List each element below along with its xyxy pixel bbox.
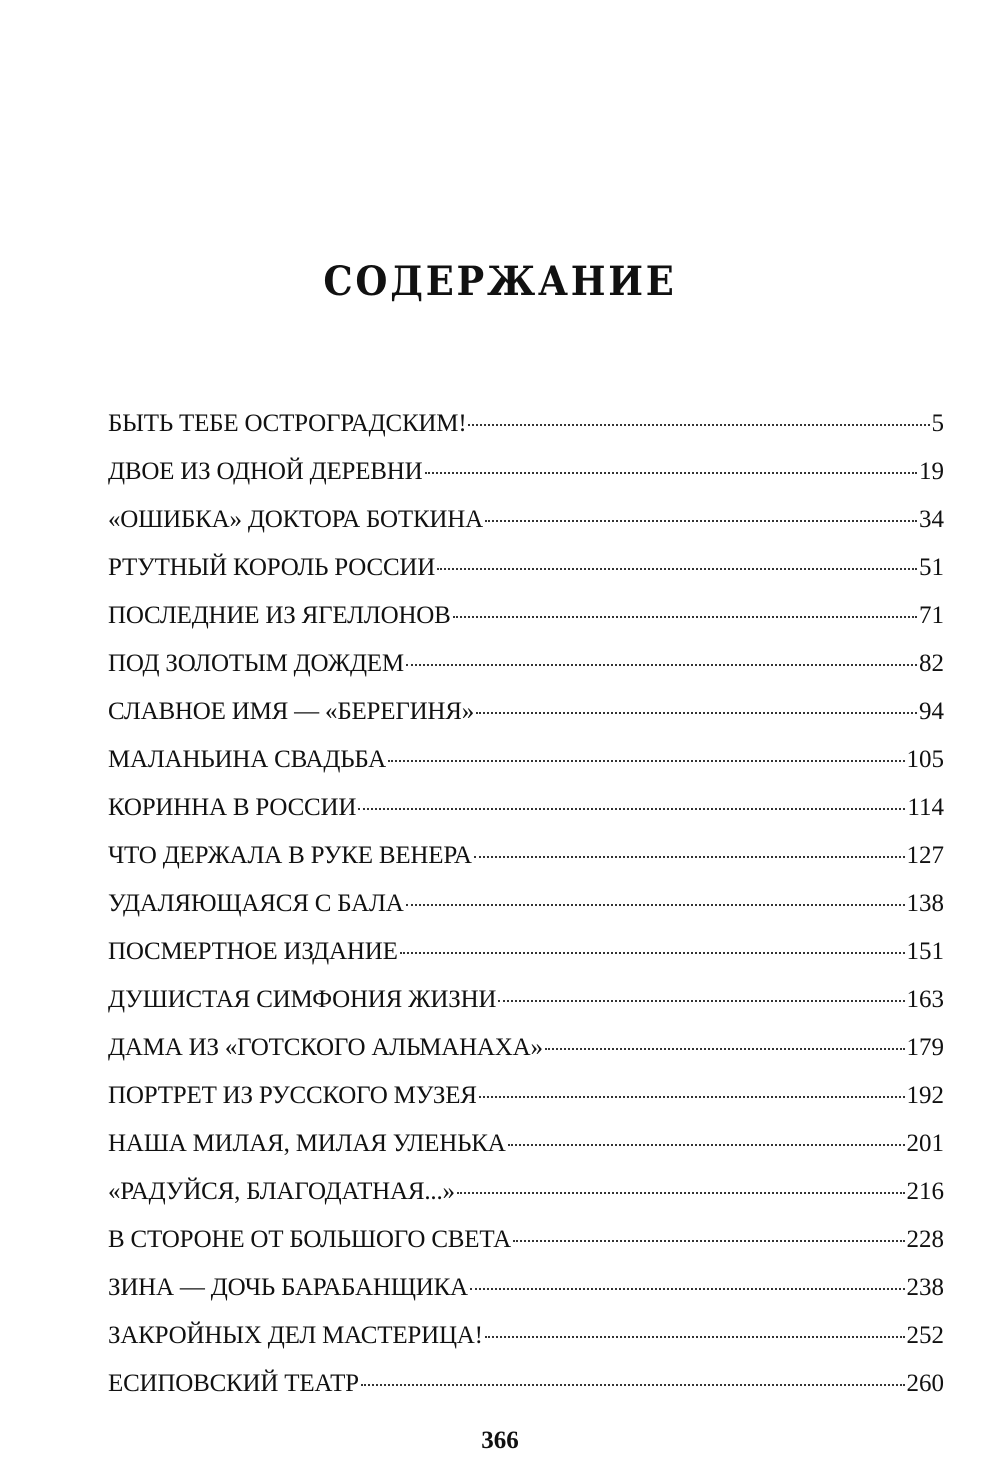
dot-leader <box>388 760 904 762</box>
toc-entry-title: ЧТО ДЕРЖАЛА В РУКЕ ВЕНЕРА <box>108 842 472 869</box>
toc-entry <box>108 1216 944 1264</box>
toc-entry-page: 105 <box>906 746 944 773</box>
toc-entry <box>108 1360 944 1408</box>
dot-leader <box>437 568 917 570</box>
dot-leader <box>474 856 905 858</box>
toc-entry-title: КОРИННА В РОССИИ <box>108 794 357 821</box>
dot-leader <box>453 616 917 618</box>
toc-entry-page: 94 <box>919 698 944 725</box>
toc-entry-page: 19 <box>919 458 944 485</box>
toc-entry-title: В СТОРОНЕ ОТ БОЛЬШОГО СВЕТА <box>108 1226 512 1253</box>
toc-entry <box>108 1072 944 1120</box>
dot-leader <box>361 1384 905 1386</box>
dot-leader <box>468 424 929 426</box>
toc-entry <box>108 544 944 592</box>
toc-entry-page: 252 <box>906 1322 944 1349</box>
toc-entry-title: МАЛАНЬИНА СВАДЬБА <box>108 746 387 773</box>
dot-leader <box>476 712 917 714</box>
toc-entry-page: 82 <box>919 650 944 677</box>
dot-leader <box>406 904 905 906</box>
toc-entry-title: «РАДУЙСЯ, БЛАГОДАТНАЯ...» <box>108 1178 455 1205</box>
toc-entry <box>108 1264 944 1312</box>
toc-entry-title: ЗАКРОЙНЫХ ДЕЛ МАСТЕРИЦА! <box>108 1322 483 1349</box>
dot-leader <box>406 664 917 666</box>
toc-entry-title: НАША МИЛАЯ, МИЛАЯ УЛЕНЬКА <box>108 1130 506 1157</box>
toc-entry-title: ПОСЛЕДНИЕ ИЗ ЯГЕЛЛОНОВ <box>108 602 451 629</box>
table-of-contents <box>108 400 944 1408</box>
toc-entry <box>108 1312 944 1360</box>
dot-leader <box>498 1000 904 1002</box>
toc-entry <box>108 688 944 736</box>
toc-entry-title: «ОШИБКА» ДОКТОРА БОТКИНА <box>108 506 483 533</box>
dot-leader <box>508 1144 905 1146</box>
toc-entry-title: ПОСМЕРТНОЕ ИЗДАНИЕ <box>108 938 398 965</box>
toc-entry-page: 51 <box>919 554 944 581</box>
toc-entry-title: ДУШИСТАЯ СИМФОНИЯ ЖИЗНИ <box>108 986 497 1013</box>
toc-entry-page: 238 <box>906 1274 944 1301</box>
toc-entry <box>108 832 944 880</box>
dot-leader <box>513 1240 904 1242</box>
toc-entry <box>108 400 944 448</box>
dot-leader <box>485 1336 905 1338</box>
toc-entry <box>108 1168 944 1216</box>
dot-leader <box>545 1048 905 1050</box>
toc-entry <box>108 784 944 832</box>
toc-entry-page: 151 <box>906 938 944 965</box>
dot-leader <box>457 1192 905 1194</box>
toc-entry-page: 192 <box>906 1082 944 1109</box>
toc-entry-title: ЗИНА — ДОЧЬ БАРАБАНЩИКА <box>108 1274 468 1301</box>
page-title: СОДЕРЖАНИЕ <box>323 258 677 305</box>
dot-leader <box>479 1096 905 1098</box>
toc-entry-page: 114 <box>907 794 944 821</box>
toc-entry-page: 201 <box>906 1130 944 1157</box>
toc-entry <box>108 1120 944 1168</box>
toc-entry-title: ПОРТРЕТ ИЗ РУССКОГО МУЗЕЯ <box>108 1082 477 1109</box>
toc-entry <box>108 592 944 640</box>
toc-entry-page: 179 <box>906 1034 944 1061</box>
toc-entry <box>108 1024 944 1072</box>
toc-entry <box>108 928 944 976</box>
dot-leader <box>470 1288 905 1290</box>
toc-entry <box>108 736 944 784</box>
dot-leader <box>425 472 918 474</box>
toc-entry-page: 127 <box>906 842 944 869</box>
toc-entry-page: 138 <box>906 890 944 917</box>
toc-entry-page: 71 <box>919 602 944 629</box>
toc-entry-title: ЕСИПОВСКИЙ ТЕАТР <box>108 1370 359 1397</box>
toc-entry <box>108 496 944 544</box>
toc-entry-page: 228 <box>906 1226 944 1253</box>
toc-entry-title: РТУТНЫЙ КОРОЛЬ РОССИИ <box>108 554 436 581</box>
toc-entry-title: СЛАВНОЕ ИМЯ — «БЕРЕГИНЯ» <box>108 698 475 725</box>
dot-leader <box>358 808 905 810</box>
toc-entry <box>108 640 944 688</box>
toc-entry-page: 34 <box>919 506 944 533</box>
toc-entry <box>108 880 944 928</box>
toc-entry-page: 163 <box>906 986 944 1013</box>
toc-entry-title: ДВОЕ ИЗ ОДНОЙ ДЕРЕВНИ <box>108 458 423 485</box>
dot-leader <box>485 520 917 522</box>
toc-entry-title: УДАЛЯЮЩАЯСЯ С БАЛА <box>108 890 404 917</box>
page-number: 366 <box>481 1427 519 1454</box>
toc-entry-page: 216 <box>906 1178 944 1205</box>
toc-entry-page: 5 <box>931 410 944 437</box>
toc-entry <box>108 448 944 496</box>
toc-entry-title: ДАМА ИЗ «ГОТСКОГО АЛЬМАНАХА» <box>108 1034 543 1061</box>
toc-entry-page: 260 <box>906 1370 944 1397</box>
toc-entry <box>108 976 944 1024</box>
toc-entry-title: ПОД ЗОЛОТЫМ ДОЖДЕМ <box>108 650 404 677</box>
dot-leader <box>400 952 905 954</box>
toc-entry-title: БЫТЬ ТЕБЕ ОСТРОГРАДСКИМ! <box>108 410 467 437</box>
